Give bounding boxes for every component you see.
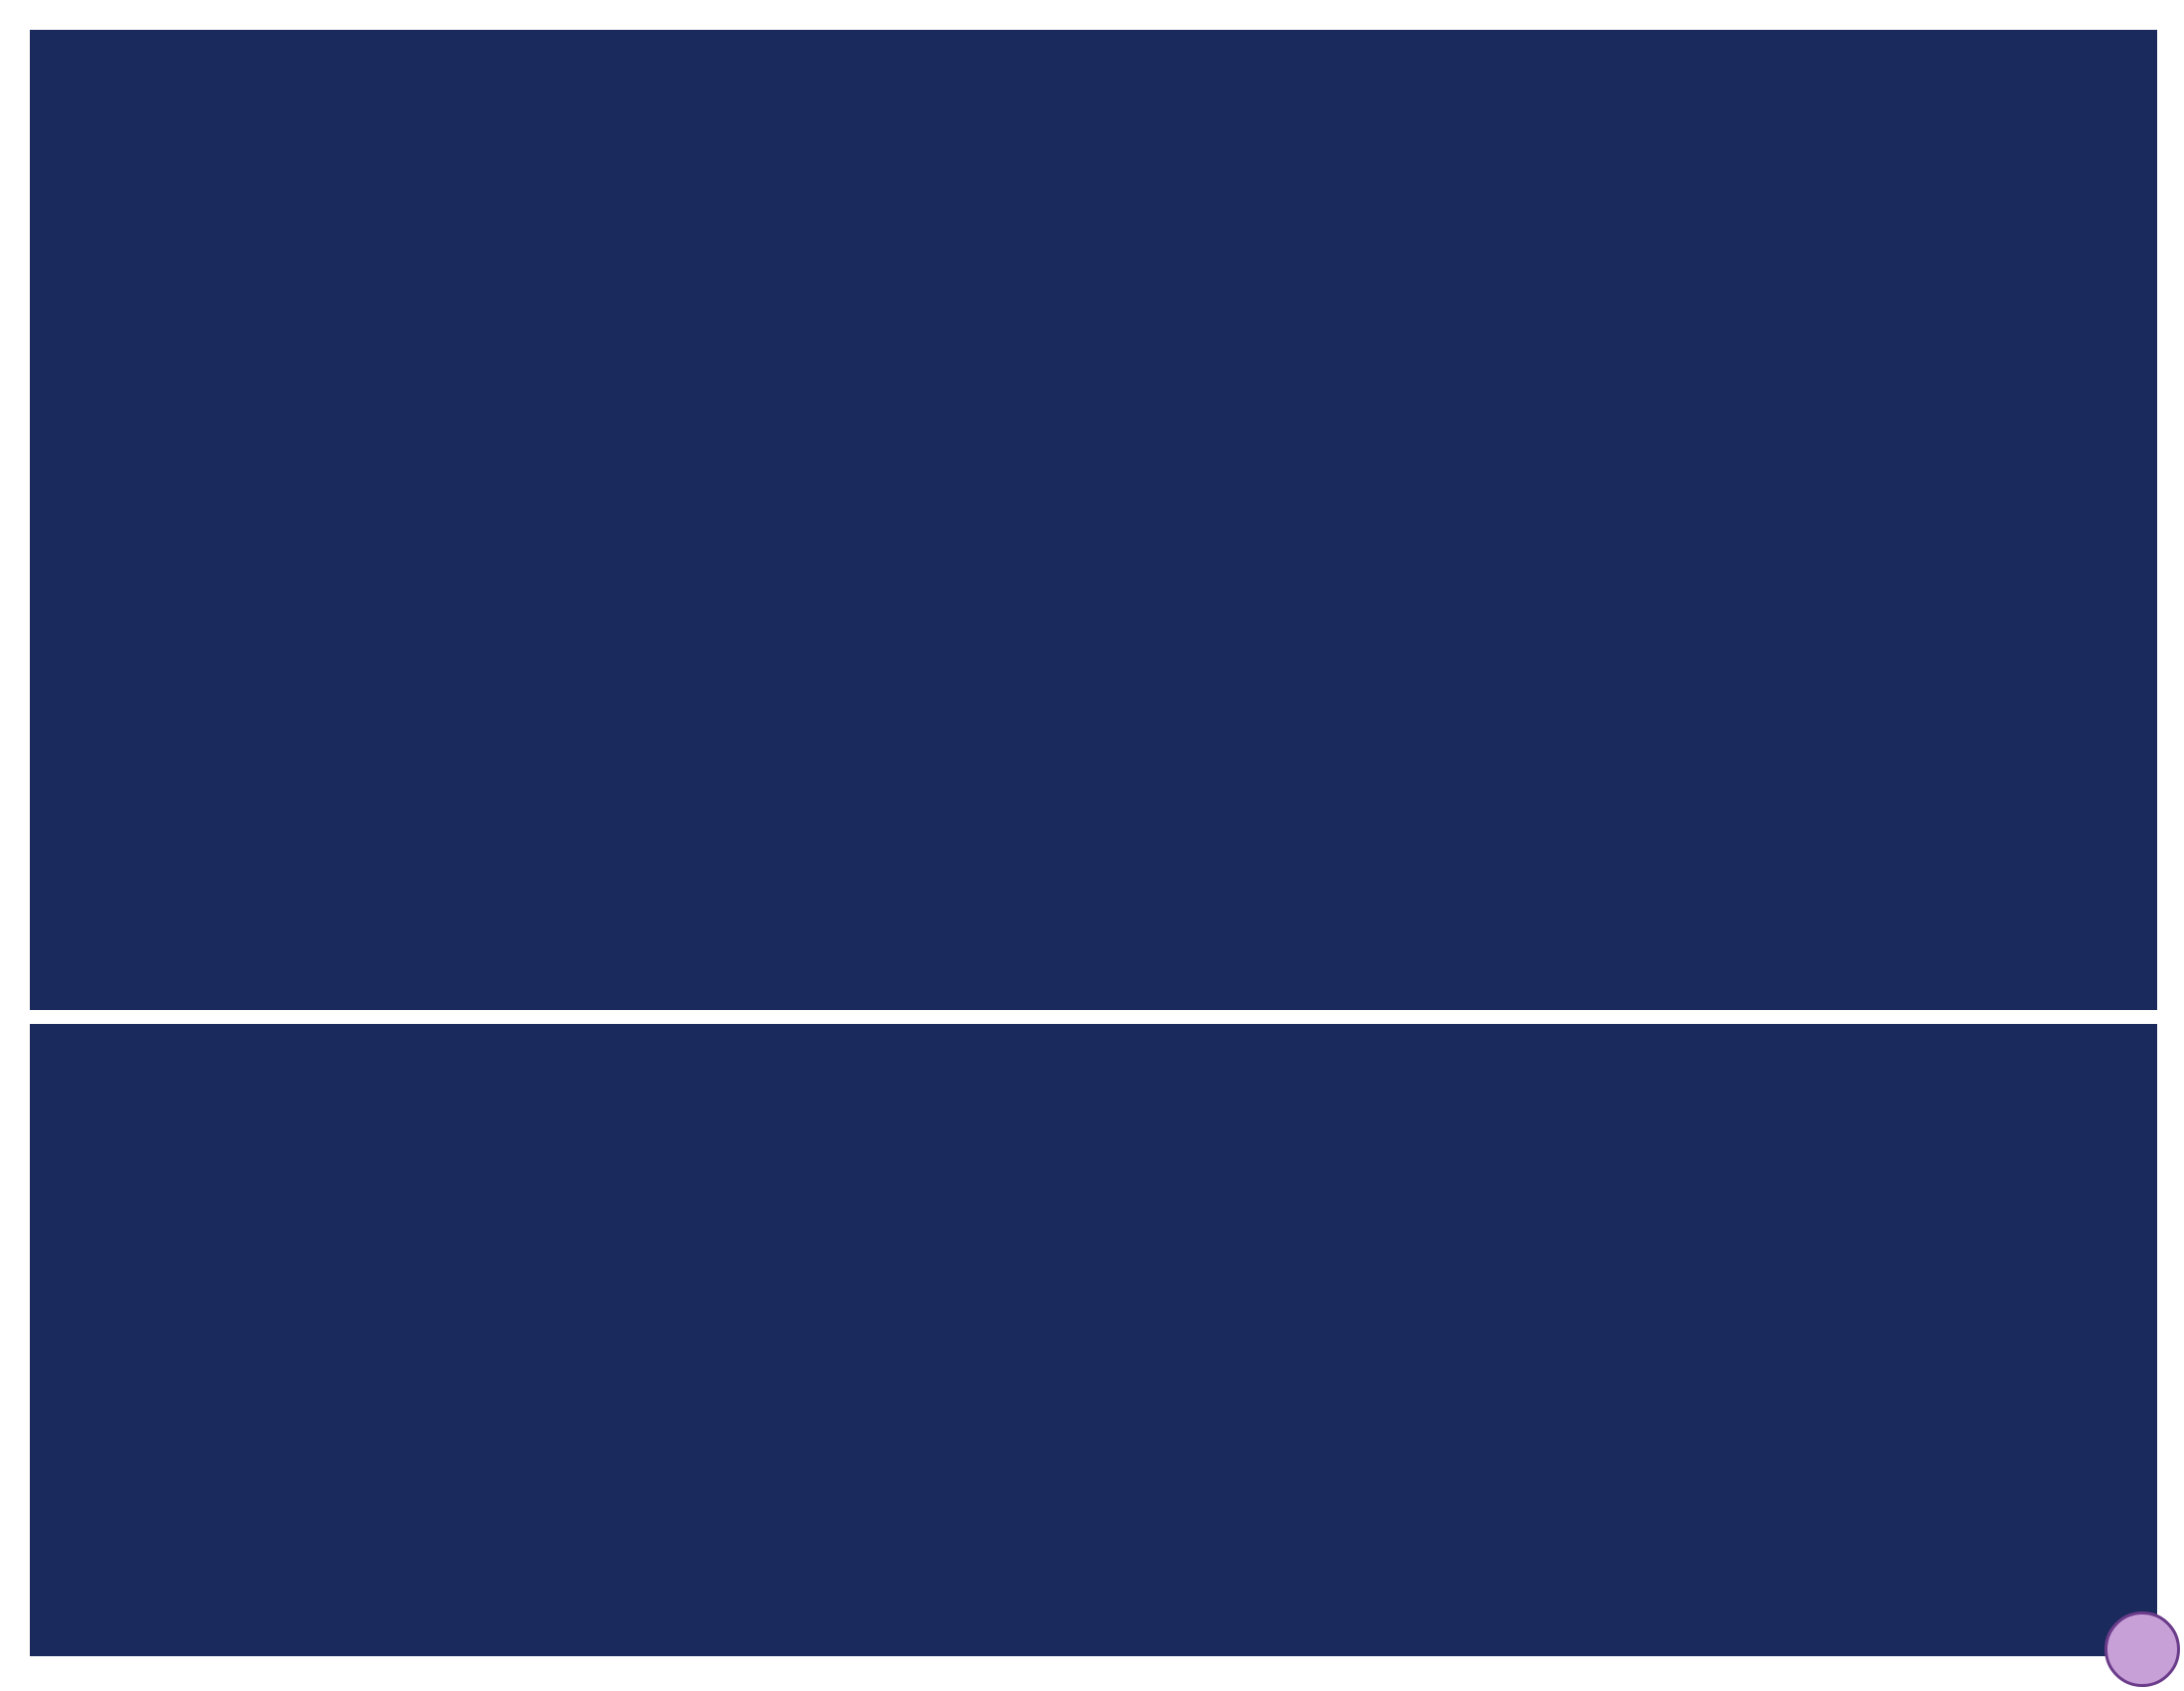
syllable-table xyxy=(30,30,2157,1010)
author-logo-badge xyxy=(2104,1611,2180,1687)
alphabet-table xyxy=(30,1024,2157,1656)
